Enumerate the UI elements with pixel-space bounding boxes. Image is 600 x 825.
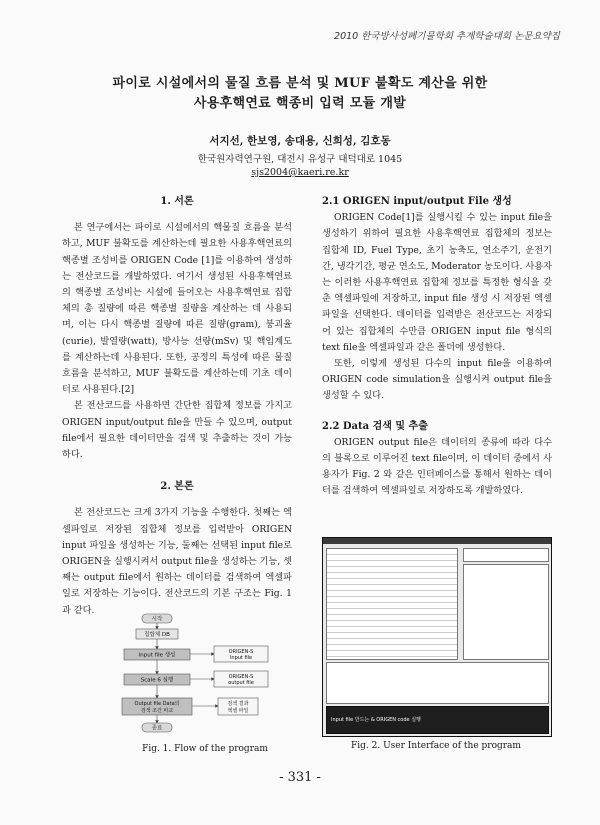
affiliation: 한국원자력연구원, 대전시 유성구 대덕대로 1045 (197, 154, 403, 165)
subsection-2-2-title: 2.2 Data 검색 및 추출 (322, 420, 428, 432)
figure-2-caption: Fig. 2. User Interface of the program (351, 741, 521, 751)
figure-1-flowchart (118, 612, 288, 737)
page-number: - 331 - (279, 770, 321, 785)
flow-scale-label: Scale 6 실행 (140, 677, 174, 684)
conference-header: 2010 한국방사성폐기물학회 추계학술대회 논문요약집 (334, 31, 560, 42)
flow-origen-output-label2: output file (228, 680, 254, 686)
fig2-titlebar (323, 538, 551, 544)
section-2-paragraph-1: 본 전산코드는 크게 3가지 기능을 수행한다. 첫째는 엑셀파일로 저장된 집합체 정보를 입력받아 ORIGEN input 파일을 생성하는 기능, 둘째는 선택된 input file로 ORIGEN을 실행시켜서 output file을 생성하는 기능, 셋째는 output file에서 원하는 데이터를 검색하여 엑셀파일로 저장하는 기능이다. 전산코드의 기본 구조는 Fig. 1 과 같다. (62, 507, 292, 616)
subsection-2-1-paragraph-1: ORIGEN Code[1]를 실행시킬 수 있는 input file을 생성하기 위하여 필요한 사용후핵연료 집합체의 정보는 집합체 ID, Fuel Type, 초기 농축도, 연소주기, 운전기간, 냉각기간, 평균 연소도, Moderator 농도이다. 사용자는 이러한 사용후핵연료 집합체 정보를 특정한 형식을 갖춘 엑셀파일에 저장하고, input file 생성 시 저장된 엑셀파일을 선택한다. 데이터를 입력받은 전산코드는 저장되어 있는 집합체의 수만큼 ORIGEN input file 형식의 text file을 엑셀파일과 같은 폴더에 생성한다. (322, 212, 552, 353)
section-1-paragraph-1: 본 연구에서는 파이로 시설에서의 핵물질 흐름을 분석하고, MUF 불확도를 계산하는데 필요한 사용후핵연료의 핵종별 조성비를 ORIGEN Code [1]를 이용하여 생성하는 전산코드를 개발하였다. 여기서 생성된 사용후핵연료의 핵종별 조성비는 시설에 들어오는 사용후핵연료 집합체의 총 질량에 따른 핵종별 질량을 계산하는 데 사용되며, 이는 다시 핵종별 질량에 따른 질량(gram), 붕괴율(curie), 발열량(watt), 방사능 선량(mSv) 및 핵임계도를 계산하는데 사용된다. 또한, 공정의 특성에 따른 물질 흐름을 분석하고, MUF 불확도를 계산하는데 기초 데이터로 사용된다.[2] (62, 222, 292, 396)
subsection-2-1-paragraph-2: 또한, 이렇게 생성된 다수의 input file을 이용하여 ORIGEN code simulation을 실행시켜 output file을 생성할 수 있다. (322, 358, 552, 402)
paper-title-line2: 사용후핵연료 핵종비 입력 모듈 개발 (193, 96, 407, 111)
authors: 서지선, 한보영, 송대용, 신희성, 김호동 (209, 135, 391, 147)
flow-compare-label2: 검색 조건 비교 (140, 708, 174, 714)
fig2-output-area (326, 662, 549, 704)
fig2-bottom-label: Input file 만드는 & ORIGEN code 실행 (331, 717, 421, 723)
paper-title-line1: 파이로 시설에서의 물질 흐름 분석 및 MUF 불확도 계산을 위한 (112, 76, 488, 91)
flow-result-label2: 엑셀 파일 (227, 708, 249, 714)
flow-end-label: 종료 (151, 725, 163, 732)
flow-compare-label: Output file Data의 (134, 701, 180, 707)
flow-origen-input-label: ORIGEN-S (228, 649, 254, 655)
flow-result-label: 검색 결과 (227, 701, 249, 707)
flow-origen-input-label2: Input file (229, 655, 253, 661)
flow-origen-output-label: ORIGEN-S (228, 674, 254, 680)
fig2-bottom-bar (326, 706, 549, 734)
email-link[interactable]: sjs2004@kaeri.re.kr (251, 167, 349, 178)
fig2-right-panel (463, 564, 549, 660)
figure-2-screenshot (322, 537, 552, 737)
section-1-title: 1. 서론 (160, 196, 194, 207)
flow-start-label: 시작 (151, 616, 163, 623)
subsection-2-1-title: 2.1 ORIGEN input/output File 생성 (322, 196, 512, 207)
left-column (62, 194, 292, 619)
fig2-right-panel-top (463, 548, 549, 562)
subsection-2-2-paragraph-1: ORIGEN output file은 데이터의 종류에 따라 다수의 블록으로 이루어진 text file이며, 이 데이터 중에서 사용자가 Fig. 2 와 같은 인터페이스를 통해서 원하는 데이터를 검색하여 엑셀파일로 저장하도록 개발하였다. (322, 436, 552, 497)
flow-input-label: Input file 생성 (138, 652, 176, 659)
section-2-title: 2. 본론 (160, 481, 194, 493)
figure-1-caption: Fig. 1. Flow of the program (142, 744, 268, 754)
flow-db-label: 집합체 DB (144, 632, 170, 638)
section-1-paragraph-2: 본 전산코드를 사용하면 간단한 집합체 정보를 가지고 ORIGEN input/output file을 만들 수 있으며, output file에서 필요한 데이터만을 검색 및 추출하는 것이 가능하다. (62, 400, 292, 461)
right-column (322, 194, 552, 500)
fig2-data-grid (326, 548, 458, 660)
